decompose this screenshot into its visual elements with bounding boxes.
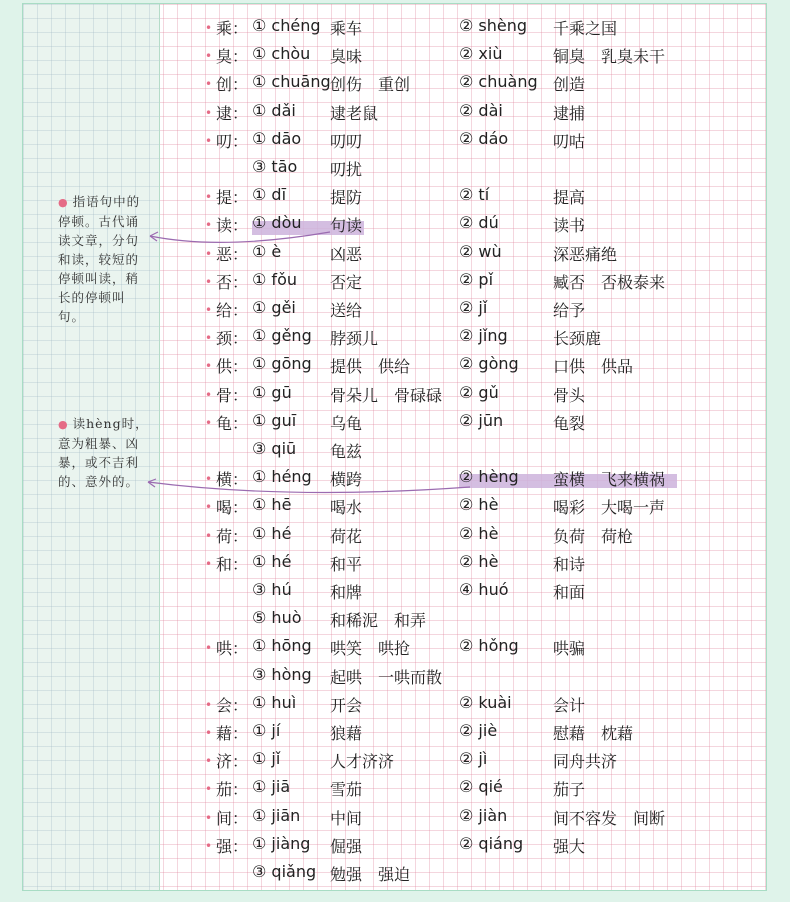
reading-1: ① jǐ: [252, 749, 281, 769]
reading-2: ② wù: [459, 241, 502, 261]
words-2: 哄骗: [553, 639, 586, 659]
reading-2: ② jiàn: [459, 805, 508, 825]
words-2: 提高: [553, 188, 586, 208]
words-1: 起哄 一哄而散: [330, 667, 443, 687]
reading-2: ② pǐ: [459, 269, 494, 289]
words-2: 强大: [553, 836, 586, 856]
head-char: 会：: [216, 695, 249, 715]
reading-1: ① huì: [252, 692, 297, 712]
head-char: 叨：: [216, 131, 249, 151]
row-bullet-icon: •: [205, 49, 213, 64]
row-bullet-icon: •: [205, 697, 213, 712]
row-bullet-icon: •: [205, 218, 213, 233]
row-bullet-icon: •: [205, 838, 213, 853]
reading-2: ② dú: [459, 213, 499, 233]
row-bullet-icon: •: [205, 528, 213, 543]
head-char: 乘：: [216, 19, 249, 38]
words-2: 喝彩 大喝一声: [553, 498, 666, 518]
words-2: 同舟共济: [553, 752, 618, 772]
words-1: 否定: [330, 272, 363, 292]
reading-2: ② jì: [459, 749, 488, 769]
reading-2: ② qié: [459, 777, 503, 797]
words-2: 和诗: [553, 554, 586, 574]
words-2: 臧否 否极泰来: [553, 272, 666, 292]
words-1: 乘车: [330, 19, 363, 38]
words-2: 蛮横 飞来横祸: [553, 470, 666, 490]
reading-1: ③ qiǎng: [252, 862, 317, 881]
reading-1: ① jí: [252, 721, 281, 740]
reading-2: ② hèng: [459, 467, 519, 487]
row-bullet-icon: •: [205, 21, 213, 35]
reading-1: ① gū: [252, 382, 292, 402]
row-bullet-icon: •: [205, 359, 213, 374]
head-char: 强：: [216, 836, 249, 856]
head-char: 提：: [216, 188, 249, 208]
reading-1: ① dāo: [252, 128, 302, 148]
words-1: 和稀泥 和弄: [330, 611, 427, 631]
words-1: 逮老鼠: [330, 103, 379, 123]
words-1: 臭味: [330, 47, 363, 67]
words-1: 狼藉: [330, 724, 363, 743]
reading-2: ② jǐ: [459, 298, 488, 317]
row-bullet-icon: •: [205, 246, 213, 261]
reading-2: ② qiáng: [459, 833, 524, 853]
reading-2: ② chuàng: [459, 72, 538, 92]
words-2: 创造: [553, 75, 586, 95]
words-2: 铜臭 乳臭未干: [553, 47, 666, 67]
row-bullet-icon: •: [205, 274, 213, 289]
reading-1: ① dǎi: [252, 100, 296, 120]
reading-2: ② xiù: [459, 44, 503, 64]
words-2: 千乘之国: [553, 19, 618, 38]
head-char: 恶：: [216, 244, 249, 264]
reading-2: ② gǔ: [459, 382, 499, 402]
reading-1: ① jiān: [252, 805, 301, 825]
row-bullet-icon: •: [205, 556, 213, 571]
reading-2: ② dài: [459, 100, 503, 120]
reading-2: ② hè: [459, 551, 499, 571]
reading-1: ① chuāng: [252, 72, 331, 92]
head-char: 喝：: [216, 498, 249, 518]
note-bullet-icon: ●: [58, 196, 69, 209]
row-bullet-icon: •: [205, 472, 213, 487]
row-bullet-icon: •: [205, 105, 213, 120]
words-2: 和面: [553, 583, 586, 602]
words-2: 慰藉 枕藉: [553, 724, 634, 743]
words-1: 横跨: [330, 470, 363, 490]
head-char: 逮：: [216, 103, 249, 123]
head-char: 横：: [216, 470, 249, 490]
head-char: 否：: [216, 272, 249, 292]
reading-1: ① hōng: [252, 636, 312, 656]
row-bullet-icon: •: [205, 726, 213, 740]
row-bullet-icon: •: [205, 133, 213, 148]
head-char: 龟：: [216, 413, 249, 433]
reading-1: ① chéng: [252, 16, 321, 35]
head-char: 茄：: [216, 780, 249, 800]
row-bullet-icon: •: [205, 641, 213, 656]
row-bullet-icon: •: [205, 782, 213, 797]
words-1: 叨叨: [330, 131, 363, 151]
words-1: 句读: [330, 216, 363, 236]
head-char: 给：: [216, 301, 249, 320]
reading-2: ④ huó: [459, 580, 509, 599]
words-1: 勉强 强迫: [330, 865, 411, 884]
words-1: 脖颈儿: [330, 329, 379, 349]
head-char: 读：: [216, 216, 249, 236]
reading-2: ② shèng: [459, 16, 528, 35]
reading-1: ① héng: [252, 467, 312, 487]
reading-1: ③ tāo: [252, 157, 298, 176]
reading-1: ① guī: [252, 410, 297, 430]
reading-2: ② hè: [459, 523, 499, 543]
reading-2: ② jiè: [459, 721, 498, 740]
words-1: 喝水: [330, 498, 363, 518]
words-1: 荷花: [330, 526, 363, 546]
words-2: 长颈鹿: [553, 329, 602, 349]
reading-1: ③ hòng: [252, 664, 312, 684]
words-2: 茄子: [553, 780, 586, 800]
reading-1: ① dī: [252, 185, 287, 205]
reading-1: ① gěng: [252, 326, 312, 346]
reading-2: ② jūn: [459, 410, 504, 430]
words-2: 给予: [553, 301, 586, 320]
words-1: 乌龟: [330, 413, 363, 433]
words-2: 负荷 荷枪: [553, 526, 634, 546]
head-char: 供：: [216, 357, 249, 377]
words-1: 提防: [330, 188, 363, 208]
head-char: 臭：: [216, 47, 249, 67]
words-1: 开会: [330, 695, 363, 715]
row-bullet-icon: •: [205, 190, 213, 205]
reading-1: ⑤ huò: [252, 608, 302, 628]
reading-1: ① jiàng: [252, 833, 311, 853]
words-1: 雪茄: [330, 780, 363, 800]
words-1: 骨朵儿 骨碌碌: [330, 385, 443, 405]
reading-2: ② dáo: [459, 128, 509, 148]
reading-1: ① hē: [252, 495, 292, 515]
head-char: 间：: [216, 808, 249, 828]
words-2: 读书: [553, 216, 586, 236]
row-bullet-icon: •: [205, 500, 213, 515]
reading-1: ① chòu: [252, 44, 311, 64]
words-1: 创伤 重创: [330, 75, 411, 95]
words-2: 叨咕: [553, 131, 586, 151]
head-char: 哄：: [216, 639, 249, 659]
note-text: 指语句中的停顿。古代诵读文章，分句和读，较短的停顿叫读，稍长的停顿叫句。: [58, 194, 141, 324]
words-1: 中间: [330, 808, 363, 828]
words-2: 间不容发 间断: [553, 808, 666, 828]
reading-1: ① hé: [252, 523, 292, 543]
reading-1: ① fǒu: [252, 269, 297, 289]
words-1: 提供 供给: [330, 357, 411, 377]
words-1: 倔强: [330, 836, 363, 856]
words-2: 龟裂: [553, 413, 586, 433]
head-char: 创：: [216, 75, 249, 95]
words-1: 凶恶: [330, 244, 363, 264]
row-bullet-icon: •: [205, 754, 213, 769]
words-2: 骨头: [553, 385, 586, 405]
words-2: 口供 供品: [553, 357, 634, 377]
words-2: 深恶痛绝: [553, 244, 618, 264]
reading-1: ① è: [252, 241, 282, 261]
reading-2: ② hǒng: [459, 636, 519, 656]
row-bullet-icon: •: [205, 331, 213, 346]
words-2: 会计: [553, 695, 586, 715]
reading-2: ② hè: [459, 495, 499, 515]
reading-1: ① gōng: [252, 354, 312, 374]
words-2: 逮捕: [553, 103, 586, 123]
reading-1: ③ qiū: [252, 439, 297, 458]
row-bullet-icon: •: [205, 810, 213, 825]
row-bullet-icon: •: [205, 387, 213, 402]
note-text: 读hèng时，意为粗暴、凶暴，或不吉利的、意外的。: [58, 416, 149, 489]
reading-1: ③ hú: [252, 580, 292, 599]
words-1: 哄笑 哄抢: [330, 639, 411, 659]
words-1: 龟兹: [330, 442, 363, 461]
words-1: 人才济济: [330, 752, 395, 772]
head-char: 济：: [216, 752, 249, 772]
reading-2: ② jǐng: [459, 326, 508, 346]
note-bullet-icon: ●: [58, 418, 69, 431]
reading-2: ② gòng: [459, 354, 519, 374]
reading-1: ① hé: [252, 551, 292, 571]
words-1: 和平: [330, 554, 363, 574]
reading-1: ① jiā: [252, 777, 291, 797]
head-char: 藉：: [216, 724, 249, 743]
head-char: 骨：: [216, 385, 249, 405]
head-char: 颈：: [216, 329, 249, 349]
reading-1: ① gěi: [252, 298, 296, 317]
head-char: 和：: [216, 554, 249, 574]
row-bullet-icon: •: [205, 303, 213, 317]
row-bullet-icon: •: [205, 77, 213, 92]
row-bullet-icon: •: [205, 415, 213, 430]
words-1: 和牌: [330, 583, 363, 602]
reading-2: ② kuài: [459, 692, 512, 712]
words-1: 送给: [330, 301, 363, 320]
reading-2: ② tí: [459, 185, 490, 205]
words-1: 叨扰: [330, 160, 363, 179]
head-char: 荷：: [216, 526, 249, 546]
reading-1: ① dòu: [252, 213, 302, 233]
